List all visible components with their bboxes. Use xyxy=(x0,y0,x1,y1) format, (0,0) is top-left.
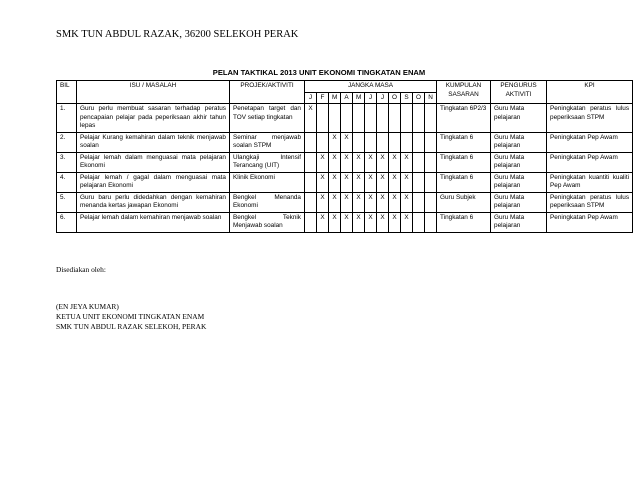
col-header-kumpulan: KUMPULAN SASARAN xyxy=(437,81,491,104)
manager-cell: Guru Mata pelajaran xyxy=(491,152,547,172)
table-row xyxy=(57,132,633,152)
activity-cell: Klinik Ekonomi xyxy=(230,172,305,192)
month-mark-cell xyxy=(401,132,413,152)
month-mark-cell: X xyxy=(353,152,365,172)
month-mark-cell xyxy=(425,104,437,133)
month-header: F xyxy=(317,92,329,104)
signatory-position: KETUA UNIT EKONOMI TINGKATAN ENAM xyxy=(56,312,205,321)
month-mark-cell xyxy=(425,192,437,212)
month-mark-cell xyxy=(389,104,401,133)
month-header: S xyxy=(401,92,413,104)
col-header-kpi: KPI xyxy=(547,81,633,104)
manager-cell: Guru Mata pelajaran xyxy=(491,132,547,152)
kpi-cell: Peningkatan peratus lulus peperiksaan STPM xyxy=(547,192,633,212)
target-group-cell: Tingkatan 6 xyxy=(437,132,491,152)
month-mark-cell: X xyxy=(377,172,389,192)
month-header: M xyxy=(329,92,341,104)
row-number: 1. xyxy=(57,104,77,133)
header-row xyxy=(57,81,633,93)
month-mark-cell: X xyxy=(401,172,413,192)
month-mark-cell: X xyxy=(341,192,353,212)
table-body xyxy=(57,104,633,233)
month-header: M xyxy=(353,92,365,104)
target-group-cell: Tingkatan 6P2/3 xyxy=(437,104,491,133)
kpi-cell: Peningkatan peratus lulus peperiksaan STPM xyxy=(547,104,633,133)
issue-cell: Pelajar lemah dalam kemahiran menjawab soalan xyxy=(77,212,230,232)
month-mark-cell xyxy=(413,104,425,133)
month-mark-cell xyxy=(305,172,317,192)
row-number: 5. xyxy=(57,192,77,212)
col-header-jangka-masa: JANGKA MASA xyxy=(305,81,437,93)
month-mark-cell: X xyxy=(389,192,401,212)
month-mark-cell: X xyxy=(401,212,413,232)
month-mark-cell: X xyxy=(365,192,377,212)
month-mark-cell: X xyxy=(317,212,329,232)
activity-cell: Bengkel Menanda Ekonomi xyxy=(230,192,305,212)
issue-cell: Pelajar lemah dalam menguasai mata pelajaran Ekonomi xyxy=(77,152,230,172)
month-header: O xyxy=(389,92,401,104)
month-mark-cell: X xyxy=(389,152,401,172)
month-mark-cell: X xyxy=(329,152,341,172)
month-mark-cell: X xyxy=(341,212,353,232)
month-mark-cell: X xyxy=(353,172,365,192)
month-mark-cell xyxy=(413,152,425,172)
kpi-cell: Peningkatan Pep Awam xyxy=(547,152,633,172)
col-header-isu: ISU / MASALAH xyxy=(77,81,230,104)
month-mark-cell xyxy=(341,104,353,133)
kpi-cell: Peningkatan Pep Awam xyxy=(547,212,633,232)
month-mark-cell xyxy=(413,192,425,212)
table-row xyxy=(57,172,633,192)
month-mark-cell: X xyxy=(317,172,329,192)
month-header: O xyxy=(413,92,425,104)
manager-cell: Guru Mata pelajaran xyxy=(491,212,547,232)
manager-cell: Guru Mata pelajaran xyxy=(491,104,547,133)
activity-cell: Penetapan target dan TOV setiap tingkatan xyxy=(230,104,305,133)
month-mark-cell: X xyxy=(377,192,389,212)
month-mark-cell xyxy=(401,104,413,133)
month-mark-cell: X xyxy=(317,152,329,172)
month-mark-cell: X xyxy=(377,152,389,172)
col-header-pengurus: PENGURUS AKTIVITI xyxy=(491,81,547,104)
month-header: J xyxy=(377,92,389,104)
month-mark-cell xyxy=(413,212,425,232)
month-mark-cell: X xyxy=(377,212,389,232)
month-mark-cell xyxy=(377,132,389,152)
row-number: 2. xyxy=(57,132,77,152)
signatory-school: SMK TUN ABDUL RAZAK SELEKOH, PERAK xyxy=(56,322,207,331)
issue-cell: Guru baru perlu didedahkan dengan kemahiran menanda kertas jawapan Ekonomi xyxy=(77,192,230,212)
month-mark-cell: X xyxy=(317,192,329,212)
month-mark-cell: X xyxy=(389,172,401,192)
month-mark-cell: X xyxy=(365,172,377,192)
month-mark-cell: X xyxy=(341,152,353,172)
month-header: N xyxy=(425,92,437,104)
row-number: 6. xyxy=(57,212,77,232)
month-mark-cell xyxy=(365,104,377,133)
month-mark-cell xyxy=(317,104,329,133)
month-mark-cell: X xyxy=(401,192,413,212)
target-group-cell: Tingkatan 6 xyxy=(437,212,491,232)
month-mark-cell xyxy=(317,132,329,152)
tactical-plan-table xyxy=(56,80,633,233)
month-mark-cell xyxy=(425,152,437,172)
col-header-bil: BIL xyxy=(57,81,77,104)
manager-cell: Guru Mata pelajaran xyxy=(491,172,547,192)
month-mark-cell: X xyxy=(305,104,317,133)
signatory-name: (EN JEYA KUMAR) xyxy=(56,302,119,311)
month-mark-cell xyxy=(353,132,365,152)
month-mark-cell xyxy=(425,132,437,152)
issue-cell: Guru perlu membuat sasaran terhadap peratus pencapaian pelajar pada peperiksaan akhir tahun lepas xyxy=(77,104,230,133)
activity-cell: Ulangkaji Intensif Terancang (UIT) xyxy=(230,152,305,172)
school-header: SMK TUN ABDUL RAZAK, 36200 SELEKOH PERAK xyxy=(56,29,299,40)
kpi-cell: Peningkatan kuantiti kualiti Pep Awam xyxy=(547,172,633,192)
month-mark-cell: X xyxy=(353,192,365,212)
month-header: J xyxy=(305,92,317,104)
month-mark-cell: X xyxy=(341,132,353,152)
month-mark-cell: X xyxy=(353,212,365,232)
month-mark-cell xyxy=(425,212,437,232)
month-mark-cell: X xyxy=(389,212,401,232)
col-header-projek: PROJEK/AKTIVITI xyxy=(230,81,305,104)
month-mark-cell xyxy=(377,104,389,133)
prepared-by-label: Disediakan oleh: xyxy=(56,265,106,274)
row-number: 4. xyxy=(57,172,77,192)
month-mark-cell xyxy=(425,172,437,192)
month-mark-cell xyxy=(353,104,365,133)
month-header: J xyxy=(365,92,377,104)
activity-cell: Seminar menjawab soalan STPM xyxy=(230,132,305,152)
row-number: 3. xyxy=(57,152,77,172)
month-mark-cell xyxy=(305,192,317,212)
issue-cell: Pelajar Kurang kemahiran dalam teknik menjawab soalan xyxy=(77,132,230,152)
target-group-cell: Guru Subjek xyxy=(437,192,491,212)
month-mark-cell xyxy=(305,152,317,172)
month-mark-cell: X xyxy=(329,212,341,232)
table-row xyxy=(57,152,633,172)
month-mark-cell: X xyxy=(365,212,377,232)
target-group-cell: Tingkatan 6 xyxy=(437,152,491,172)
month-mark-cell: X xyxy=(365,152,377,172)
month-mark-cell xyxy=(413,132,425,152)
month-mark-cell: X xyxy=(341,172,353,192)
issue-cell: Pelajar lemah / gagal dalam menguasai mata pelajaran Ekonomi xyxy=(77,172,230,192)
target-group-cell: Tingkatan 6 xyxy=(437,172,491,192)
month-mark-cell: X xyxy=(329,172,341,192)
manager-cell: Guru Mata pelajaran xyxy=(491,192,547,212)
month-mark-cell xyxy=(305,132,317,152)
table-row xyxy=(57,212,633,232)
table-row xyxy=(57,192,633,212)
month-mark-cell: X xyxy=(401,152,413,172)
activity-cell: Bengkel Teknik Menjawab soalan xyxy=(230,212,305,232)
month-mark-cell: X xyxy=(329,132,341,152)
table-row xyxy=(57,104,633,133)
month-mark-cell xyxy=(329,104,341,133)
kpi-cell: Peningkatan Pep Awam xyxy=(547,132,633,152)
month-header: A xyxy=(341,92,353,104)
month-mark-cell xyxy=(413,172,425,192)
month-mark-cell xyxy=(305,212,317,232)
document-title: PELAN TAKTIKAL 2013 UNIT EKONOMI TINGKATAN ENAM xyxy=(212,68,426,77)
month-mark-cell xyxy=(389,132,401,152)
month-mark-cell xyxy=(365,132,377,152)
month-mark-cell: X xyxy=(329,192,341,212)
